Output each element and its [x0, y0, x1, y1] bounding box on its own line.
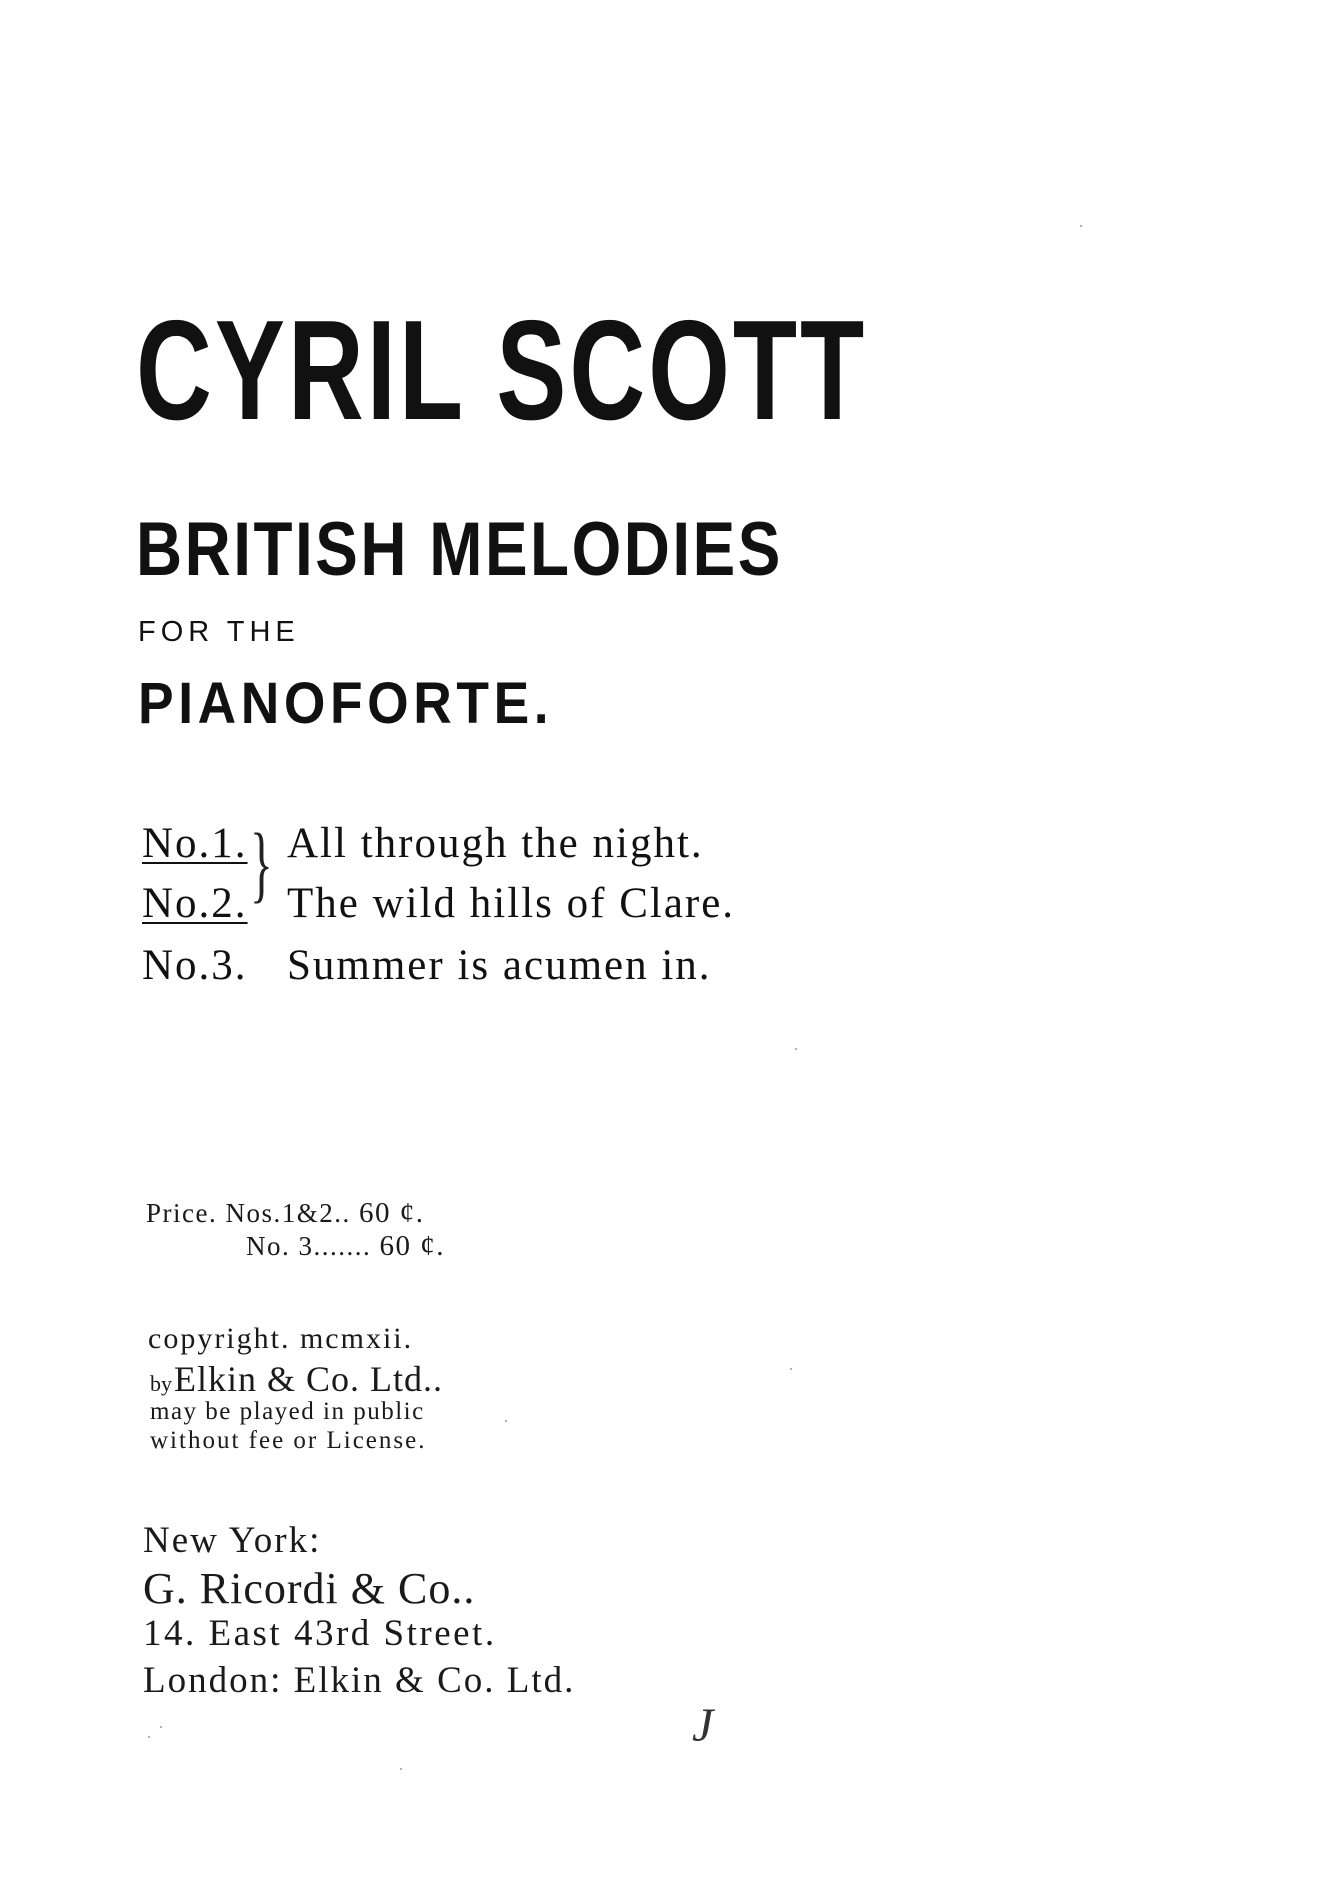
copyright-line: copyright. mcmxii.: [148, 1322, 414, 1355]
paper-speck: [400, 1768, 402, 1770]
london-publisher: London: Elkin & Co. Ltd.: [143, 1660, 576, 1701]
performance-note: without fee or License.: [150, 1427, 427, 1454]
price-label: Price. Nos.1&2..: [146, 1198, 351, 1228]
piece-title: All through the night.: [287, 820, 704, 867]
by-label: by: [150, 1371, 172, 1396]
paper-speck: [1080, 225, 1082, 227]
instrument-label: PIANOFORTE.: [138, 671, 554, 736]
list-item: [142, 944, 712, 987]
piece-title: The wild hills of Clare.: [287, 880, 736, 927]
list-item: [142, 882, 735, 925]
price-label: No. 3.......: [246, 1231, 372, 1261]
for-the-label: FOR THE: [138, 616, 300, 648]
piece-number: No.2.: [142, 880, 248, 927]
paper-speck: [505, 1420, 507, 1422]
price-value: 60 ¢.: [379, 1230, 445, 1262]
publisher-name: G. Ricordi & Co..: [143, 1564, 476, 1613]
paper-speck: [795, 1048, 797, 1050]
piece-number: No.1.: [142, 820, 248, 867]
list-item: [142, 822, 704, 865]
price-line: [146, 1197, 424, 1230]
copyright-holder: Elkin & Co. Ltd..: [174, 1359, 443, 1399]
composer-name: CYRIL SCOTT: [136, 291, 868, 450]
paper-speck: [160, 1726, 162, 1728]
publisher-address: 14. East 43rd Street.: [143, 1613, 497, 1654]
piece-number: No.3.: [142, 942, 248, 989]
handwritten-mark: J: [692, 1699, 714, 1752]
brace-glyph: }: [250, 815, 273, 911]
paper-speck: [148, 1736, 150, 1738]
work-title: BRITISH MELODIES: [136, 507, 783, 592]
paper-speck: [790, 1368, 792, 1370]
price-line: [246, 1230, 445, 1263]
publisher-city: New York:: [143, 1520, 322, 1561]
price-value: 60 ¢.: [358, 1197, 425, 1229]
piece-title: Summer is acumen in.: [287, 942, 712, 989]
performance-note: may be played in public: [150, 1398, 425, 1425]
copyright-holder-line: [150, 1358, 443, 1400]
